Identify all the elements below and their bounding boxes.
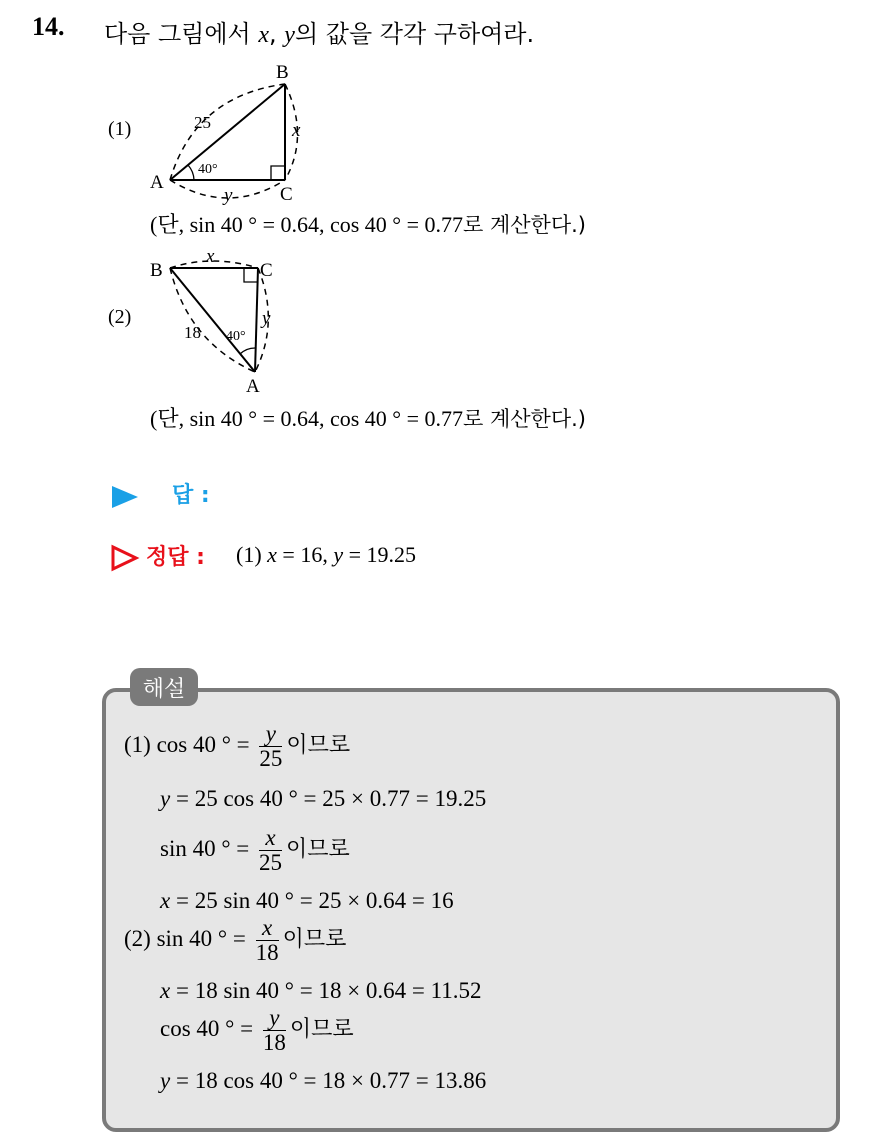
solution-tag: 해설 xyxy=(130,668,198,706)
solution-line-5: (2) sin 40 ° = $\frac{x}{18}$ 이므로 xyxy=(124,915,347,965)
fig1-x-label: x xyxy=(292,120,301,141)
question-text: 다음 그림에서 x, y의 값을 각각 구하여라. xyxy=(104,20,535,48)
answer-input-label: 답 : xyxy=(172,483,210,508)
correct-answer-value: (1) x = 16, y = 19.25 xyxy=(236,542,417,567)
blue-triangle-icon xyxy=(110,484,140,510)
solution-line-4: x = 25 sin 40 ° = 25 × 0.64 = 16 xyxy=(160,888,454,913)
solution-line-1: (1) cos 40 ° = $\frac{y}{25}$ 이므로 xyxy=(124,721,351,771)
fig1-vertex-a: A xyxy=(150,172,164,193)
fig2-vertex-c: C xyxy=(260,260,273,281)
triangle-figure-2 xyxy=(140,246,300,400)
fig2-angle-label: 40° xyxy=(226,329,246,344)
fig2-y-label: y xyxy=(262,308,271,329)
red-outline-triangle-icon xyxy=(110,544,140,572)
fig2-vertex-a: A xyxy=(246,376,260,397)
question-number: 14. xyxy=(32,12,65,41)
figure-2-note: (단, sin 40 ° = 0.64, cos 40 ° = 0.77로 계산한다.) xyxy=(150,406,586,431)
solution-line-6: x = 18 sin 40 ° = 18 × 0.64 = 11.52 xyxy=(160,978,482,1003)
correct-answer-label: 정답 : xyxy=(146,545,205,570)
figure-2-label: (2) xyxy=(108,306,132,328)
solution-line-8: y = 18 cos 40 ° = 18 × 0.77 = 13.86 xyxy=(160,1068,487,1093)
solution-line-7: cos 40 ° = $\frac{y}{18}$ 이므로 xyxy=(160,1005,354,1055)
fig1-vertex-c: C xyxy=(280,184,293,205)
fig1-y-label: y xyxy=(224,185,233,206)
fig2-hyp-label: 18 xyxy=(184,323,201,342)
triangle-figure-1 xyxy=(140,56,320,206)
figure-1-note: (단, sin 40 ° = 0.64, cos 40 ° = 0.77로 계산한다.) xyxy=(150,212,586,237)
fig2-vertex-b: B xyxy=(150,260,163,281)
fig1-vertex-b: B xyxy=(276,62,289,83)
figure-1-label: (1) xyxy=(108,118,132,140)
solution-line-2: y = 25 cos 40 ° = 25 × 0.77 = 19.25 xyxy=(160,786,487,811)
fig1-hyp-label: 25 xyxy=(194,113,211,132)
fig2-x-label: x xyxy=(206,246,215,267)
solution-line-3: sin 40 ° = $\frac{x}{25}$ 이므로 xyxy=(160,825,350,875)
fig1-angle-label: 40° xyxy=(198,162,218,177)
